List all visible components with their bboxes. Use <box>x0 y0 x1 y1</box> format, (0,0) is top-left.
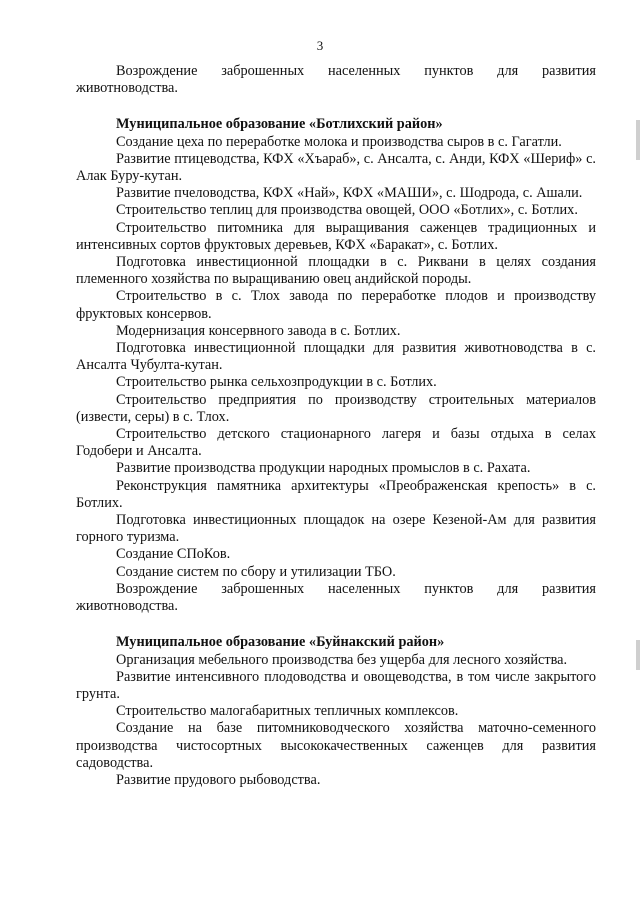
scan-edge-mark <box>636 640 640 670</box>
spacer <box>76 615 596 634</box>
paragraph-intro: Возрождение заброшенных населенных пунктов для развития животноводства. <box>76 63 596 97</box>
list-item: Организация мебельного производства без ущерба для лесного хозяйства. <box>116 651 568 668</box>
list-item: Строительство питомника для выращивания саженцев традиционных и интенсивных сортов фруктовых деревьев, КФХ «Баракат», с. Ботлих. <box>76 219 596 253</box>
list-item: Модернизация консервного завода в с. Ботлих. <box>116 322 401 339</box>
list-item: Развитие прудового рыбоводства. <box>116 771 321 788</box>
list-item: Строительство детского стационарного лагеря и базы отдыха в селах Годобери и Ансалта. <box>76 426 596 460</box>
list-item: Строительство теплиц для производства овощей, ООО «Ботлих», с. Ботлих. <box>116 202 578 219</box>
list-item: Подготовка инвестиционных площадок на озере Кезеной-Ам для развития горного туризма. <box>76 512 596 546</box>
spacer <box>76 97 596 116</box>
list-item: Подготовка инвестиционной площадки для развития животноводства в с. Ансалта Чубулта-кутан. <box>76 340 596 374</box>
list-item: Строительство предприятия по производству строительных материалов (извести, серы) в с. Тлох. <box>76 391 596 425</box>
page-number: 3 <box>316 38 324 53</box>
list-item: Реконструкция памятника архитектуры «Преображенская крепость» в с. Ботлих. <box>76 477 596 511</box>
list-item: Создание цеха по переработке молока и производства сыров в с. Гагатли. <box>116 133 562 150</box>
section-botlikh <box>76 116 596 615</box>
document-body <box>76 63 596 789</box>
list-item: Развитие пчеловодства, КФХ «Най», КФХ «МАШИ», с. Шодрода, с. Ашали. <box>116 185 583 202</box>
list-item: Развитие интенсивного плодоводства и овощеводства, в том числе закрытого грунта. <box>76 668 596 702</box>
scan-edge-mark <box>636 120 640 160</box>
list-item: Строительство рынка сельхозпродукции в с. Ботлих. <box>116 374 437 391</box>
list-item: Строительство малогабаритных тепличных комплексов. <box>116 703 459 720</box>
section-heading: Муниципальное образование «Ботлихский район» <box>116 116 443 133</box>
list-item: Создание СПоКов. <box>116 546 231 563</box>
list-item: Создание на базе питомниководческого хозяйства маточно-семенного производства чистосортных высококачественных саженцев для развития садоводства. <box>76 720 596 771</box>
list-item: Развитие производства продукции народных промыслов в с. Рахата. <box>116 460 531 477</box>
list-item: Возрождение заброшенных населенных пунктов для развития животноводства. <box>76 580 596 615</box>
list-item: Подготовка инвестиционной площадки в с. Риквани в целях создания племенного хозяйства по выращиванию овец андийской породы. <box>76 254 596 288</box>
list-item: Строительство в с. Тлох завода по переработке плодов и производству фруктовых консервов. <box>76 288 596 322</box>
section-heading: Муниципальное образование «Буйнакский район» <box>116 634 445 651</box>
section-buynaksk <box>76 634 596 789</box>
list-item: Развитие птицеводства, КФХ «Хъараб», с. Ансалта, с. Анди, КФХ «Шериф» с. Алак Буру-кутан. <box>76 150 596 185</box>
list-item: Создание систем по сбору и утилизации ТБО. <box>116 563 396 580</box>
